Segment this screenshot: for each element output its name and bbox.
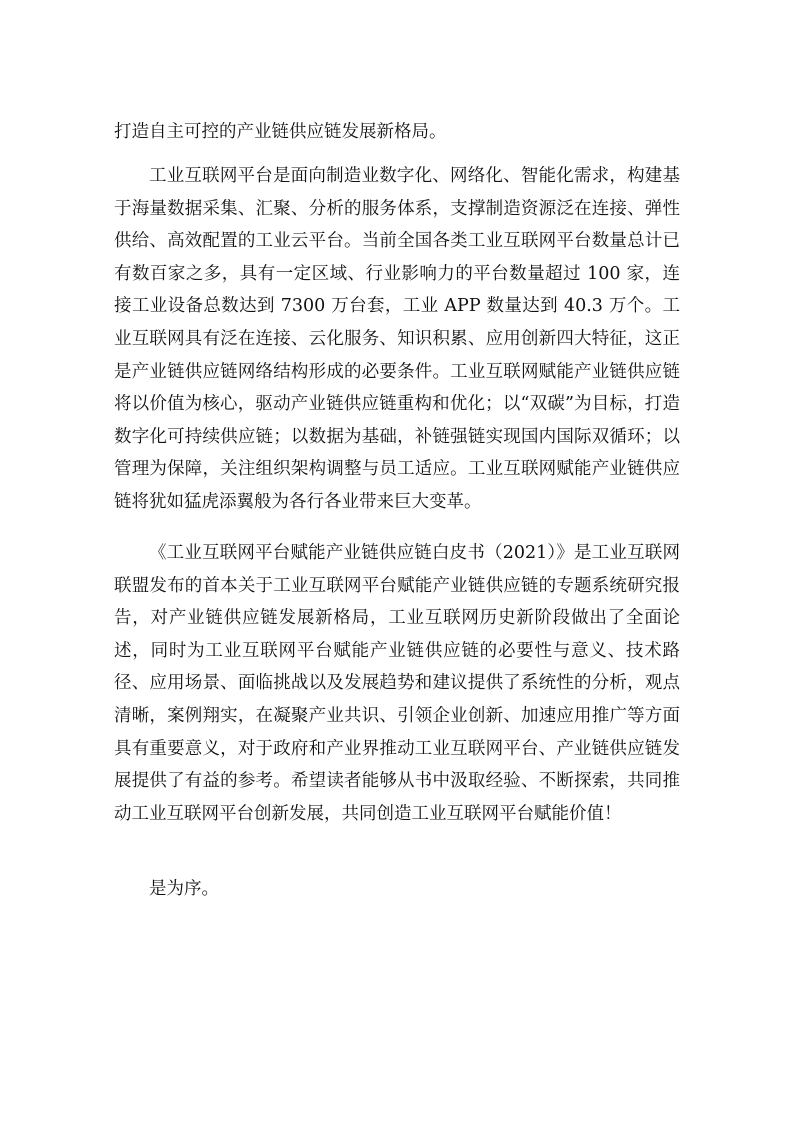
paragraph-closing: 是为序。 [149, 879, 219, 899]
paragraph-whitepaper-intro: 《工业互联网平台赋能产业链供应链白皮书（2021）》是工业互联网联盟发布的首本关于工业互联网平台赋能产业链供应链的专题系统研究报告，对产业链供应链发展新格局，工业互联网历史新阶段做出了全面论述，同时为工业互联网平台赋能产业链供应链的必要性与意义、技术路径、应用场景、面临挑战以及发展趋势和建议提供了系统性的分析，观点清晰，案例翔实，在凝聚产业共识、引领企业创新、加速应用推广等方面具有重要意义，对于政府和产业界推动工业互联网平台、产业链供应链发展提供了有益的参考。希望读者能够从书中汲取经验、不断探索，共同推动工业互联网平台创新发展，共同创造工业互联网平台赋能价值！ [114, 543, 680, 824]
paragraph-platform-overview: 工业互联网平台是面向制造业数字化、网络化、智能化需求，构建基于海量数据采集、汇聚、分析的服务体系，支撑制造资源泛在连接、弹性供给、高效配置的工业云平台。当前全国各类工业互联网平台数量总计已有数百家之多，具有一定区域、行业影响力的平台数量超过 100 家，连接工业设备总数达到 7300 万台套，工业 APP 数量达到 40.3 万个。工业互联网具有泛在连接、云化服务、知识积累、应用创新四大特征，这正是产业链供应链网络结构形成的必要条件。工业互联网赋能产业链供应链将以价值为核心，驱动产业链供应链重构和优化；以“双碳”为目标，打造数字化可持续供应链；以数据为基础，补链强链实现国内国际双循环；以管理为保障，关注组织架构调整与员工适应。工业互联网赋能产业链供应链将犹如猛虎添翼般为各行各业带来巨大变革。 [114, 166, 680, 512]
paragraph-continuation: 打造自主可控的产业链供应链发展新格局。 [114, 122, 447, 142]
